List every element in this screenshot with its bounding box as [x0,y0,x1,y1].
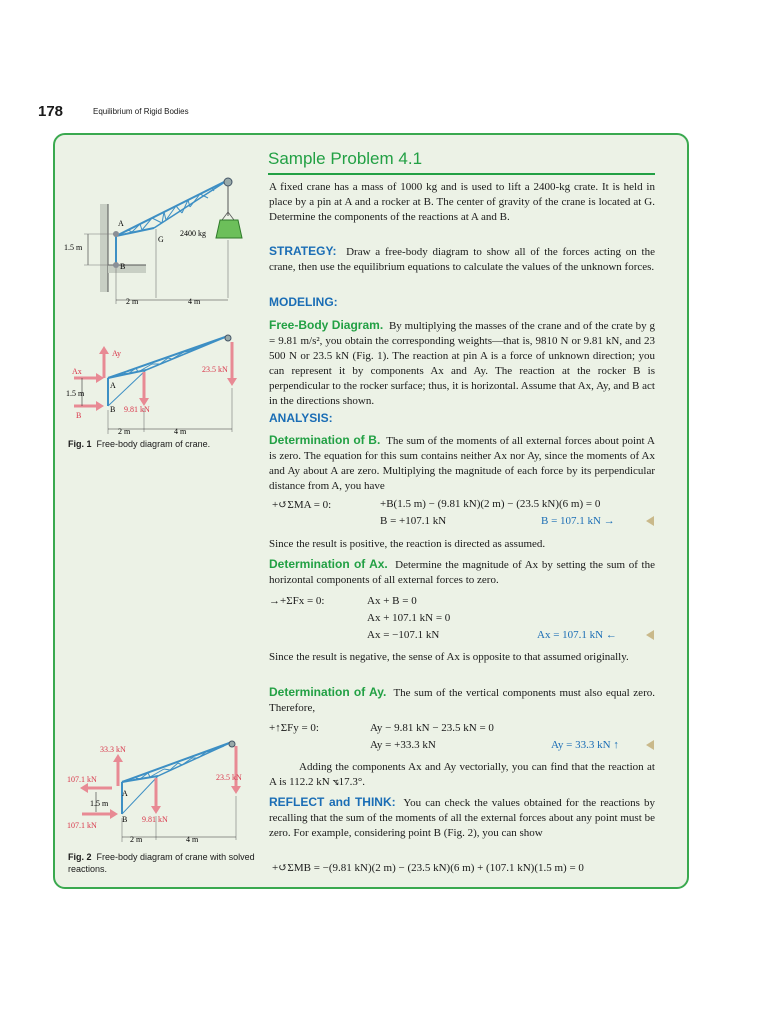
sample-problem-title: Sample Problem 4.1 [268,149,423,168]
fig1-label-a: A [110,381,116,390]
pulley-icon [224,178,232,186]
answer-b: B = 107.1 kN → [541,515,615,527]
reflect-paragraph [269,795,655,841]
fig1-weight-1: 9.81 kN [124,405,150,414]
fig0-dim-2m: 2 m [126,297,139,306]
fig0-dim-4m: 4 m [188,297,201,306]
fig2-label-b: B [122,815,128,824]
strategy-text: Draw a free-body diagram to show all of the forces acting on the crane, then use the equilibrium equations to calculate the values of the unknown forces. [269,246,655,273]
after-b-text: Since the result is positive, the reaction is directed as assumed. [269,538,546,550]
fig2-label-ay: 33.3 kN [100,745,126,754]
eq-b-label: +↺ΣMA = 0: [272,499,332,511]
fig1-label-ay: Ay [112,349,122,358]
fig2-caption-num: Fig. 2 [68,852,92,862]
after-ay-text: Adding the components Ax and Ay vectorially, you can find that the reaction at A is 112.2 kN ⦪17.3°. [269,761,655,788]
fig2-label-ax: 107.1 kN [67,775,97,784]
crane-figure [62,168,252,328]
eq-ay-line1: Ay − 9.81 kN − 23.5 kN = 0 [370,722,494,734]
fig1-label-b-force: B [76,411,82,420]
eq-ay-line2: Ay = +33.3 kN [370,739,436,751]
fig1-caption-text: Free-body diagram of crane. [96,439,211,449]
wall-hatch [100,204,108,292]
det-ay-paragraph [269,685,655,716]
fbd-figure-2 [60,738,260,848]
page-number: 178 [38,103,64,120]
fig2-dim-2m: 2 m [130,835,143,844]
eq-b-line1: +B(1.5 m) − (9.81 kN)(2 m) − (23.5 kN)(6 m) = 0 [380,498,601,510]
crate-icon [216,220,242,238]
fig0-label-a: A [118,219,124,228]
eq-ay-label: +↑ΣFy = 0: [269,722,319,734]
fig1-label-ax: Ax [72,367,82,376]
fig1-weight-2: 23.5 kN [202,365,228,374]
reflect-text: You can check the values obtained for the reactions by recalling that the sum of the moments of all the external forces about any point must be zero. For example, considering point B (Fig. 2), you can show [269,797,655,839]
fig1-caption-num: Fig. 1 [68,439,92,449]
reflect-lead: REFLECT and THINK: [269,795,396,809]
eq-ax-line2: Ax + 107.1 kN = 0 [367,612,451,624]
fig2-label-a: A [122,789,128,798]
det-ax-text: Determine the magnitude of Ax by setting the sum of the horizontal components of all external forces to zero. [269,559,656,586]
fbd-text: By multiplying the masses of the crane and of the crate by g = 9.81 m/s², you obtain the corresponding weights—that is, 9810 N or 9.81 kN, and 23 500 N or 23.5 kN (Fig. 1). The reaction at pin A is a force of unknown direction; you can represent it by components Ax and Ay. The reaction at the rocker B is perpendicular to the rocker surface; thus, it is horizontal. Assume that Ax, Ay, and B act in the directions shown. [269,320,656,407]
fig1-height-label: 1.5 m [66,389,85,398]
answer-marker-icon [646,630,654,640]
eq-ax-line1: Ax + B = 0 [367,595,417,607]
modeling-heading: MODELING: [269,295,338,309]
fig2-dim-4m: 4 m [186,835,199,844]
det-b-text: The sum of the moments of all external forces about point A is zero. The equation for this sum contains neither Ax nor Ay, since the moments of Ax and Ay about A are zero. Multiplying the magnitude of each force by its perpendicular distance from A, you have [269,435,655,492]
answer-marker-icon [646,516,654,526]
answer-ay: Ay = 33.3 kN ↑ [551,739,619,751]
det-ay-text: The sum of the vertical components must also equal zero. Therefore, [269,687,655,714]
fig1-dim-4m: 4 m [174,427,187,436]
fig2-caption-text: Free-body diagram of crane with solved reactions. [68,852,255,874]
problem-statement: A fixed crane has a mass of 1000 kg and is used to lift a 2400-kg crate. It is held in place by a pin at A and a rocker at B. The center of gravity of the crane is located at G. Determine the components of the reactions at A and B. [269,181,655,223]
fig0-height-label: 1.5 m [64,243,83,252]
fig2-weight-2: 23.5 kN [216,773,242,782]
eq-check: +↺ΣMB = −(9.81 kN)(2 m) − (23.5 kN)(6 m) + (107.1 kN)(1.5 m) = 0 [272,862,584,874]
fig1-caption [68,438,210,450]
fig1-label-b: B [110,405,116,414]
fig1-dim-2m: 2 m [118,427,131,436]
fig0-label-b: B [120,262,126,271]
title-rule [268,173,655,175]
det-ax-paragraph [269,557,655,588]
fig2-caption [68,851,258,875]
eq-ax-label: →+ΣFx = 0: [269,595,325,607]
analysis-heading: ANALYSIS: [269,411,333,425]
fig2-weight-1: 9.81 kN [142,815,168,824]
fbd-paragraph [269,318,655,409]
fig2-label-b-force: 107.1 kN [67,821,97,830]
eq-b-line2: B = +107.1 kN [380,515,447,527]
eq-ax-line3: Ax = −107.1 kN [367,629,440,641]
answer-marker-icon [646,740,654,750]
det-b-paragraph [269,433,655,494]
fbd-figure-1 [56,330,256,440]
fig0-label-g: G [158,235,164,244]
strategy-lead: STRATEGY: [269,244,337,258]
fig2-height-label: 1.5 m [90,799,109,808]
strategy-paragraph [269,244,655,275]
fig0-mass-label: 2400 kg [180,229,206,238]
fbd-lead: Free-Body Diagram. [269,318,384,332]
running-head: Equilibrium of Rigid Bodies [93,107,189,116]
det-ay-lead: Determination of Ay. [269,685,387,699]
after-ax-text: Since the result is negative, the sense of Ax is opposite to that assumed originally. [269,651,629,663]
det-ax-lead: Determination of Ax. [269,557,388,571]
answer-ax: Ax = 107.1 kN ← [537,629,617,641]
det-b-lead: Determination of B. [269,433,381,447]
